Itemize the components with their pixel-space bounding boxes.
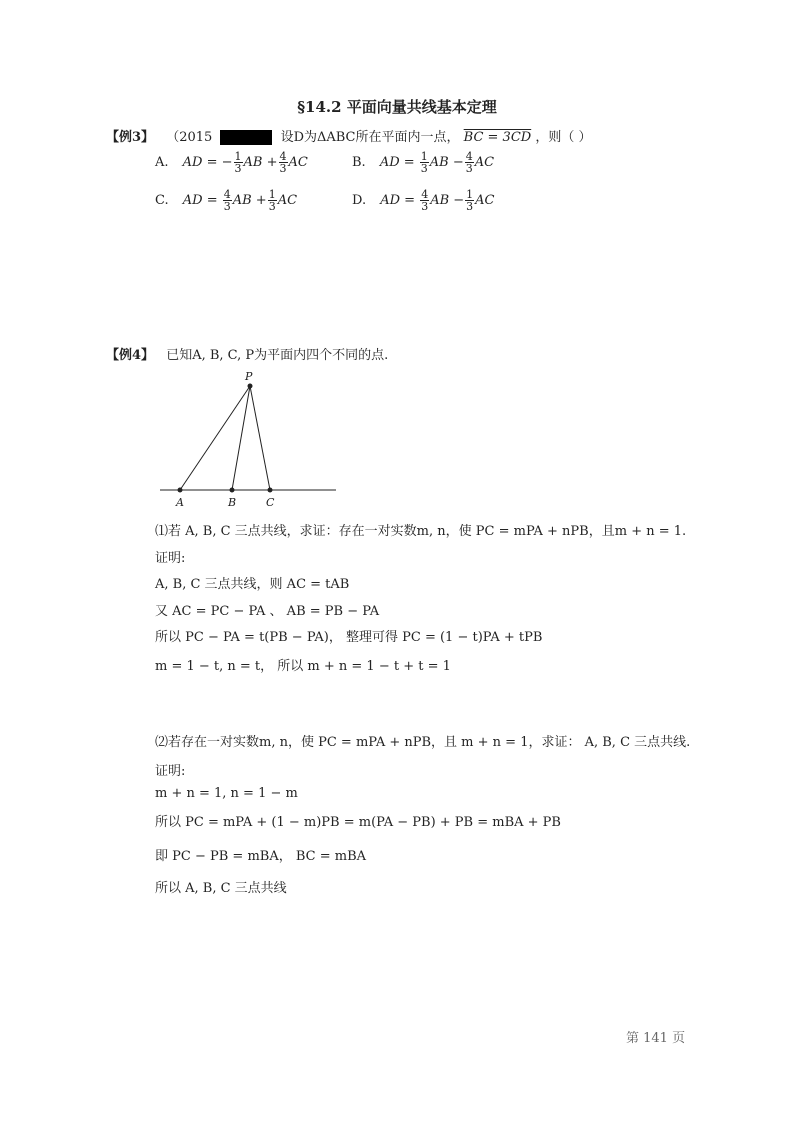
example-3-header (106, 126, 591, 145)
geometry-figure (150, 366, 350, 516)
segment-pb (232, 386, 250, 490)
option-tail: AC (474, 155, 495, 170)
option-lhs: AD = (182, 193, 222, 208)
example-4-label: 【例4】 (106, 348, 155, 363)
example-4-header (106, 344, 388, 363)
option-mid: AB − (429, 155, 464, 170)
part-1-proof-label: 证明: (155, 551, 186, 566)
redaction-block (220, 130, 272, 145)
part-2-line-4: 所以 A, B, C 三点共线 (155, 881, 287, 896)
fraction: $\frac{1}{3}$ (420, 150, 428, 175)
part-2-question: ⑵若存在一对实数m, n，使 PC = mPA + nPB，且 m + n = 1，求证： A, B, C 三点共线. (155, 735, 691, 750)
label-a: A (176, 496, 184, 509)
option-letter: C. (155, 193, 169, 208)
fraction: $\frac{1}{3}$ (268, 188, 276, 213)
part-1-line-1: A, B, C 三点共线，则 AC = tAB (155, 577, 350, 592)
option-lhs: AD = (380, 193, 420, 208)
label-c: C (266, 496, 275, 509)
option-letter: A. (155, 155, 169, 170)
part-2-proof-label: 证明: (155, 764, 186, 779)
example-3-label: 【例3】 (106, 130, 155, 145)
segment-pc (250, 386, 270, 490)
fraction: $\frac{4}{3}$ (465, 150, 473, 175)
fraction: $\frac{4}{3}$ (223, 188, 231, 213)
part-2-line-1: m + n = 1, n = 1 − m (155, 786, 298, 801)
part-2-line-3: 即 PC − PB = mBA， BC = mBA (155, 849, 367, 864)
option-lhs: AD = (379, 155, 419, 170)
option-mid: AB + (232, 193, 267, 208)
segment-pa (180, 386, 250, 490)
point-a (178, 488, 183, 493)
option-d[interactable] (352, 189, 495, 212)
fraction: $\frac{4}{3}$ (279, 150, 287, 175)
option-a[interactable] (155, 151, 308, 174)
option-tail: AC (277, 193, 298, 208)
fraction: $\frac{1}{3}$ (466, 188, 474, 213)
option-mid: AB − (430, 193, 465, 208)
option-lhs: AD = − (182, 155, 233, 170)
example-3-stem: 设D为ΔABC所在平面内一点， (280, 130, 460, 145)
option-c[interactable] (155, 189, 297, 212)
label-p: P (245, 370, 253, 383)
label-b: B (228, 496, 237, 509)
option-letter: B. (352, 155, 366, 170)
option-b[interactable] (352, 151, 494, 174)
fraction: $\frac{4}{3}$ (421, 188, 429, 213)
point-b (230, 488, 235, 493)
page-number: 第 141 页 (626, 1031, 686, 1046)
part-1-line-4: m = 1 − t, n = t， 所以 m + n = 1 − t + t = 1 (155, 659, 451, 674)
point-c (268, 488, 273, 493)
part-1-line-2: 又 AC = PC − PA 、 AB = PB − PA (155, 604, 380, 619)
option-tail: AC (475, 193, 495, 208)
fraction: $\frac{1}{3}$ (234, 150, 242, 175)
part-1-question: ⑴若 A, B, C 三点共线，求证：存在一对实数m, n，使 PC = mPA + nPB，且m + n = 1. (155, 524, 687, 539)
part-2-line-2: 所以 PC = mPA + (1 − m)PB = m(PA − PB) + PB = mBA + PB (155, 815, 561, 830)
option-tail: AC (288, 155, 308, 170)
point-p (248, 384, 253, 389)
option-mid: AB + (243, 155, 278, 170)
example-4-stem: 已知A, B, C, P为平面内四个不同的点. (166, 348, 389, 363)
example-3-given: BC = 3CD (463, 130, 532, 145)
option-letter: D. (352, 193, 367, 208)
example-3-ask: ，则（ ） (535, 130, 592, 145)
example-3-source: （2015 (166, 130, 213, 145)
part-1-line-3: 所以 PC − PA = t(PB − PA)， 整理可得 PC = (1 − t)PA + tPB (155, 630, 543, 645)
page-title: §14.2 平面向量共线基本定理 (297, 98, 497, 116)
